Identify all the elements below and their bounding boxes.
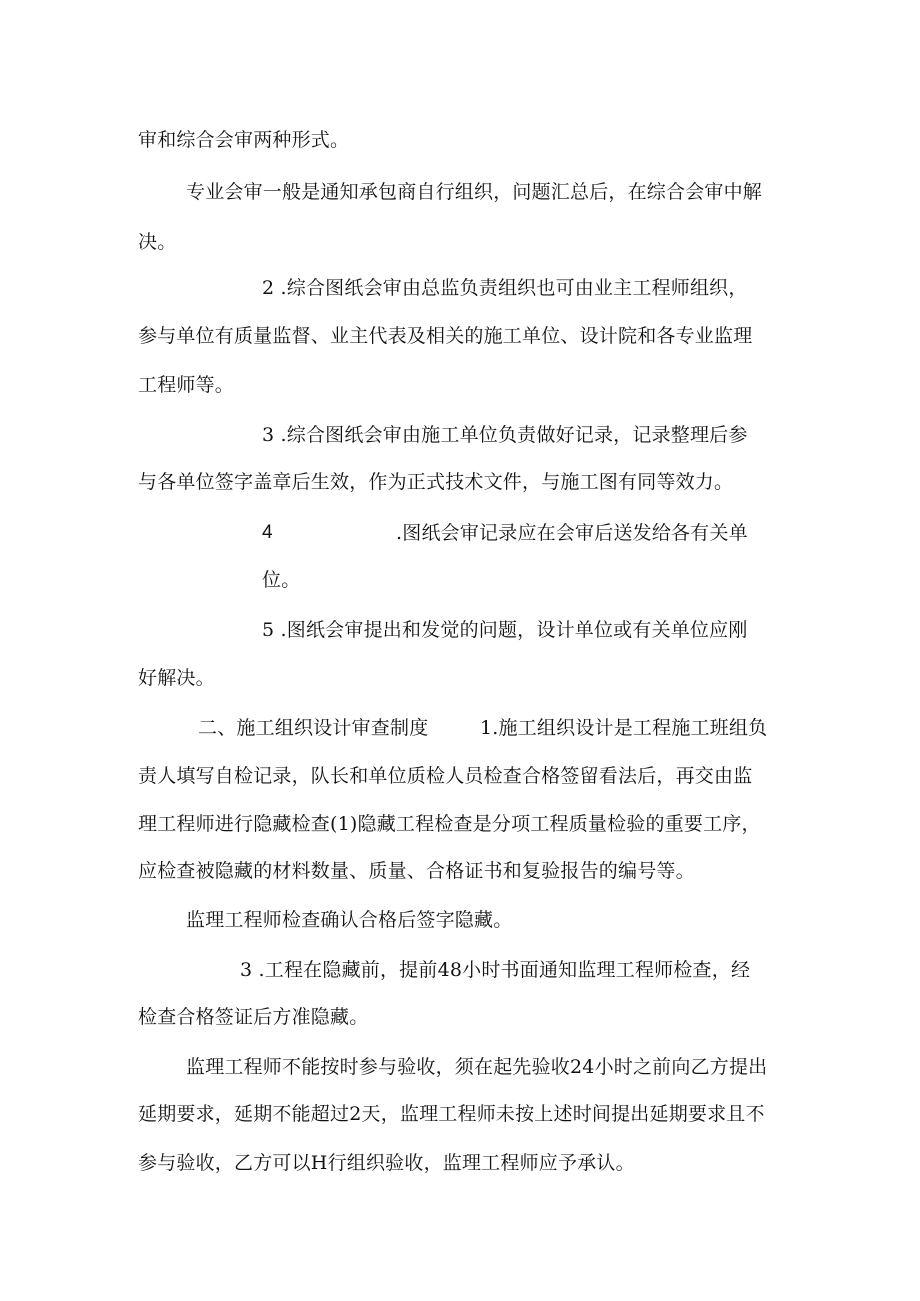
list-number: 4 [262,522,273,543]
text-line: 审和综合会审两种形式。 [138,129,350,151]
text-line: 检查合格签证后方准隐藏。 [138,1006,369,1028]
text-line: 3 .综合图纸会审由施工单位负责做好记录，记录整理后参 [262,424,748,446]
text-line: 3 .工程在隐藏前，提前48小时书面通知监理工程师检查，经 [240,959,751,981]
text-line: 参与单位有质量监督、业主代表及相关的施工单位、设计院和各专业监理 [138,325,753,347]
text-line: 理工程师进行隐藏检查(1)隐藏工程检查是分项工程质量检验的重要工序， [138,813,761,835]
text-line: 好解决。 [138,667,215,689]
text-line: 位。 [262,569,301,591]
text-line: 决。 [138,231,177,253]
text-line: 5 .图纸会审提出和发觉的问题，设计单位或有关单位应刚 [262,619,748,641]
text-line: 监理工程师不能按时参与验收，须在起先验收24小时之前向乙方提出 [186,1056,768,1078]
text-line: 延期要求，延期不能超过2天，监理工程师未按上述时间提出延期要求且不 [138,1103,765,1125]
text-line: 2 .综合图纸会审由总监负责组织也可由业主工程师组织， [262,277,748,299]
text-line: 责人填写自检记录，队长和单位质检人员检查合格签留看法后，再交由监 [138,765,753,787]
text-line: 专业会审一般是通知承包商自行组织，问题汇总后，在综合会审中解 [186,181,763,203]
section-heading: 二、施工组织设计审查制度 [198,717,429,739]
text-line: 参与验收，乙方可以H行组织验收，监理工程师应予承认。 [138,1152,635,1174]
text-line: 1.施工组织设计是工程施工班组负 [480,717,768,739]
text-line: .图纸会审记录应在会审后送发给各有关单 [396,522,748,544]
text-line: 工程师等。 [138,374,235,396]
text-line: 监理工程师检查确认合格后签字隐藏。 [186,909,513,931]
text-line: 应检查被隐藏的材料数量、质量、合格证书和复验报告的编号等。 [138,860,695,882]
text-line: 与各单位签字盖章后生效，作为正式技术文件，与施工图有同等效力。 [138,471,734,493]
